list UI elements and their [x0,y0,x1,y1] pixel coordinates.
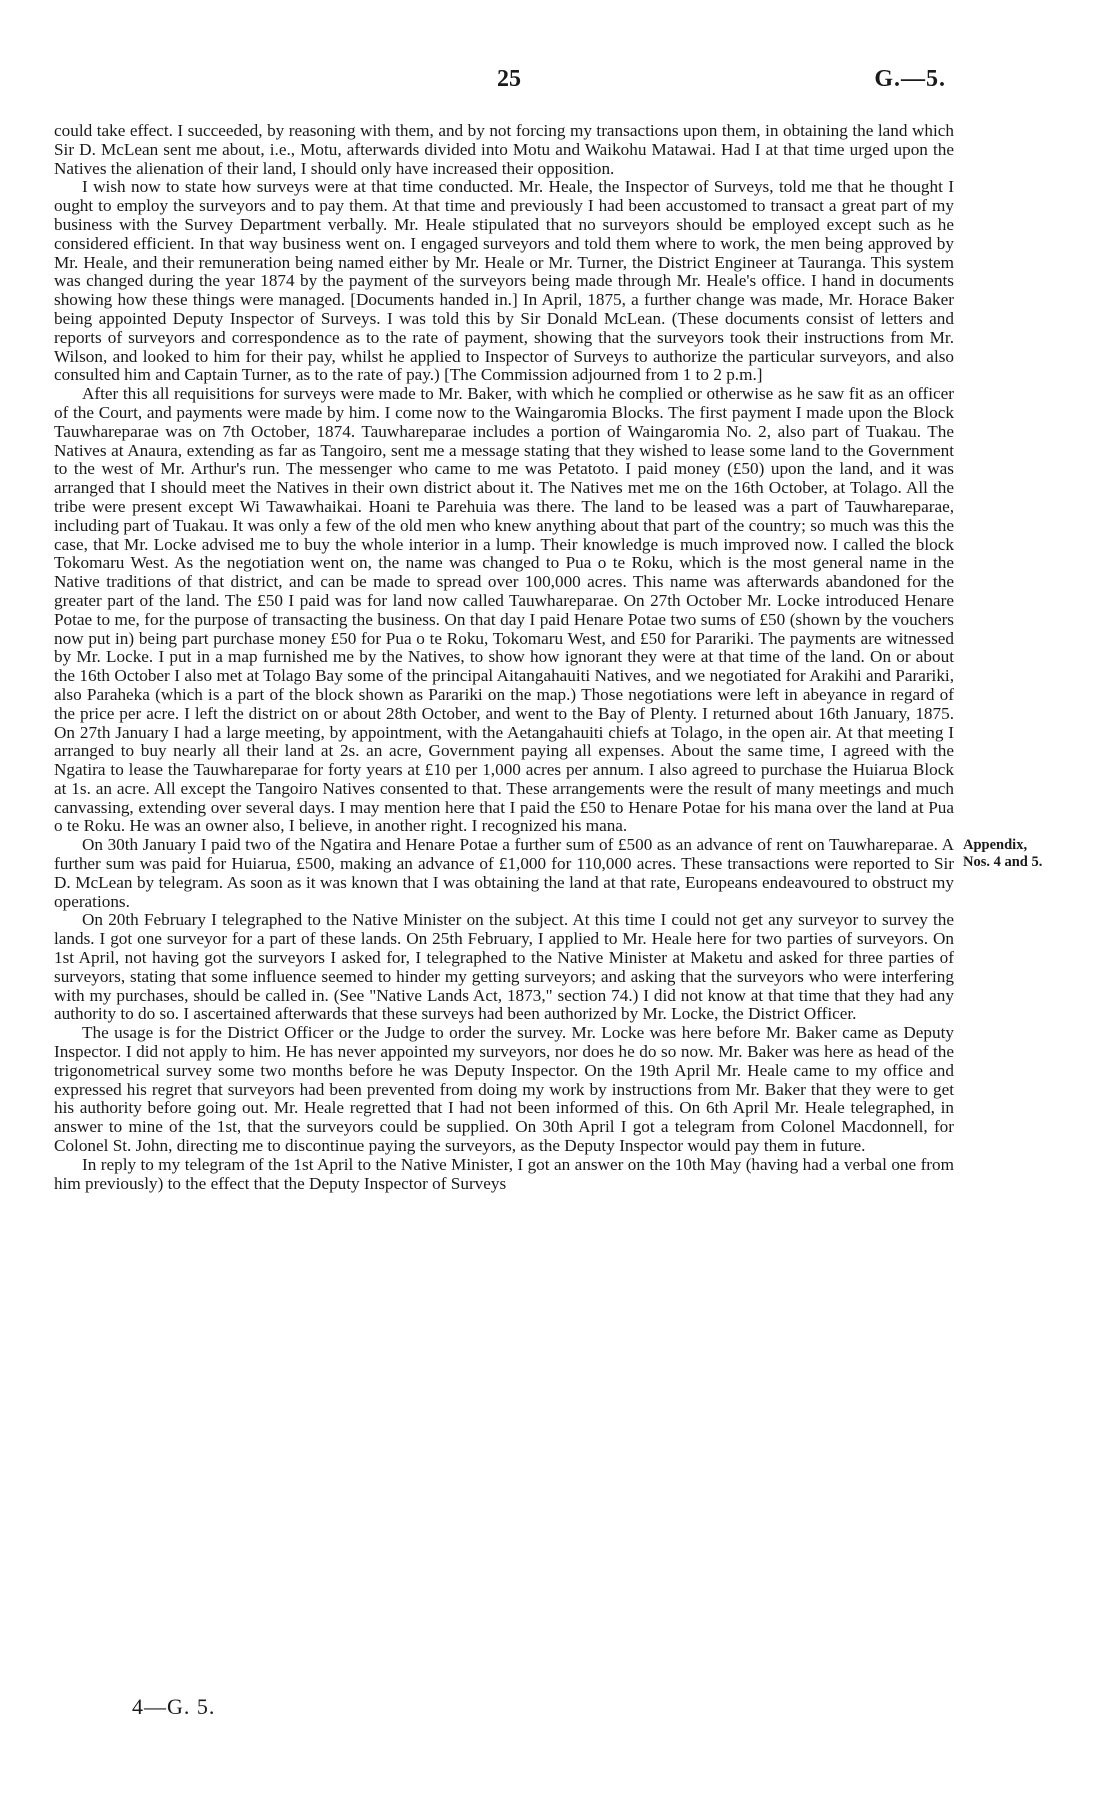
margin-note-line-2: Nos. 4 and 5. [963,854,1043,870]
page-number: 25 [497,66,521,92]
paragraph-4: On 30th January I paid two of the Ngatira and Henare Potae a further sum of £500 as an advance of rent on Tauwhareparae. A further sum was paid for Huiarua, £500, making an advance of £1,000 for 110,000 acres. These transactions were reported to Sir D. McLean by telegram. As soon as it was known that I was obtaining the land at that rate, Europeans endeavoured to obstruct my operations. [54,835,954,911]
margin-note-line-1: Appendix, [963,837,1028,853]
body-text [54,122,954,1193]
paragraph-1: could take effect. I succeeded, by reasoning with them, and by not forcing my transactions upon them, in obtaining the land which Sir D. McLean sent me about, i.e., Motu, afterwards divided into Motu and Waikohu Matawai. Had I at that time urged upon the Natives the alienation of their land, I should only have increased their opposition. [54,121,954,178]
page-header [0,66,1114,94]
paragraph-2: I wish now to state how surveys were at that time conducted. Mr. Heale, the Inspector of Surveys, told me that he thought I ought to employ the surveyors and to pay them. At that time and previously I had been accustomed to transact a great part of my business with the Survey Department verbally. Mr. Heale stipulated that no surveyors should be employed except such as he considered efficient. In that way business went on. I engaged surveyors and told them where to work, the men being approved by Mr. Heale, and their remuneration being named either by Mr. Heale or Mr. Turner, the District Engineer at Tauranga. This system was changed during the year 1874 by the payment of the surveyors being made through Mr. Heale's office. I hand in documents showing how these things were managed. [Documents handed in.] In April, 1875, a further change was made, Mr. Horace Baker being appointed Deputy Inspector of Surveys. I was told this by Sir Donald McLean. (These documents consist of letters and reports of surveyors and correspondence as to the rate of payment, showing that the surveyors took their instructions from Mr. Wilson, and looked to him for their pay, whilst he applied to Inspector of Surveys to authorize the particular surveyors, and also consulted him and Captain Turner, as to the rate of pay.) [The Commission adjourned from 1 to 2 p.m.] [54,177,954,385]
paragraph-6: The usage is for the District Officer or the Judge to order the survey. Mr. Locke was here before Mr. Baker came as Deputy Inspector. I did not apply to him. He has never appointed my surveyors, nor does he do so now. Mr. Baker was here as head of the trigonometrical survey some two months before he was Deputy Inspector. On the 19th April Mr. Heale came to my office and expressed his regret that surveyors had been prevented from doing my work by instructions from Mr. Baker that they were to get his authority before going out. Mr. Heale regretted that I had not been informed of this. On 6th April Mr. Heale telegraphed, in answer to mine of the 1st, that the surveyors could be supplied. On 30th April I got a telegram from Colonel Macdonnell, for Colonel St. John, directing me to discontinue paying the surveyors, as the Deputy Inspector would pay them in future. [54,1023,954,1156]
margin-note-appendix [963,837,1103,871]
paragraph-7: In reply to my telegram of the 1st April to the Native Minister, I got an answer on the 10th May (having had a verbal one from him previously) to the effect that the Deputy Inspector of Surveys [54,1154,954,1193]
paragraph-3: After this all requisitions for surveys were made to Mr. Baker, with which he complied or otherwise as he saw fit as an officer of the Court, and payments were made by him. I come now to the Waingaromia Blocks. The first payment I made upon the Block Tauwhareparae was on 7th October, 1874. Tauwhareparae includes a portion of Waingaromia No. 2, also part of Tuakau. The Natives at Anaura, extending as far as Tangoiro, sent me a message stating that they wished to lease some land to the Government to the west of Mr. Arthur's run. The messenger who came to me was Petatoto. I paid money (£50) upon the land, and it was arranged that I should meet the Natives in their own district about it. The Natives met me on the 16th October, at Tolago. All the tribe were present except Wi Tawawhaikai. Hoani te Parehuia was there. The land to be leased was a part of Tauwhareparae, including part of Tuakau. It was only a few of the old men who knew anything about that part of the country; so much was this the case, that Mr. Locke advised me to buy the whole interior in a lump. Their knowledge is much improved now. I called the block Tokomaru West. As the negotiation went on, the name was changed to Pua o te Roku, which is the most general name in the Native traditions of that district, and can be made to spread over 100,000 acres. This name was afterwards abandoned for the greater part of the land. The £50 I paid was for land now called Tauwhareparae. On 27th October Mr. Locke introduced Henare Potae to me, for the purpose of transacting the business. On that day I paid Henare Potae two sums of £50 (shown by the vouchers now put in) being part purchase money £50 for Pua o te Roku, Tokomaru West, and £50 for Parariki. The payments are witnessed by Mr. Locke. I put in a map furnished me by the Natives, to show how ignorant they were at that time of the land. On or about the 16th October I also met at Tolago Bay some of the principal Aitangahauiti Natives, and we negotiated for Arakihi and Parariki, also Paraheka (which is a part of the block shown as Parariki on the map.) Those negotiations were left in abeyance in regard of the price per acre. I left the district on or about 28th October, and went to the Bay of Plenty. I returned about 16th January, 1875. On 27th January I had a large meeting, by appointment, with the Aetangahauiti chiefs at Tolago, in the open air. At that meeting I arranged to buy nearly all their land at 2s. an acre, Government paying all expenses. About the same time, I agreed with the Ngatira to lease the Tauwhareparae for forty years at £10 per 1,000 acres per annum. I also agreed to purchase the Huiarua Block at 1s. an acre. All except the Tangoiro Natives consented to that. These arrangements were the result of many meetings and much canvassing, extending over several days. I may mention here that I paid the £50 to Henare Potae for his mana over the land at Pua o te Roku. He was an owner also, I believe, in another right. I recognized his mana. [54,384,954,836]
series-reference: G.—5. [874,66,946,92]
paragraph-5: On 20th February I telegraphed to the Native Minister on the subject. At this time I could not get any surveyor to survey the lands. I got one surveyor for a part of these lands. On 25th February, I applied to Mr. Heale here for two parties of surveyors. On 1st April, not having got the surveyors I asked for, I telegraphed to the Native Minister at Maketu and asked for three parties of surveyors, stating that some influence seemed to hinder my getting surveyors; and asking that the surveyors who were interfering with my purchases, should be called in. (See "Native Lands Act, 1873," section 74.) I did not know at that time that they had any authority to do so. I ascertained afterwards that these surveys had been authorized by Mr. Locke, the District Officer. [54,910,954,1024]
signature-mark: 4—G. 5. [132,1694,216,1719]
